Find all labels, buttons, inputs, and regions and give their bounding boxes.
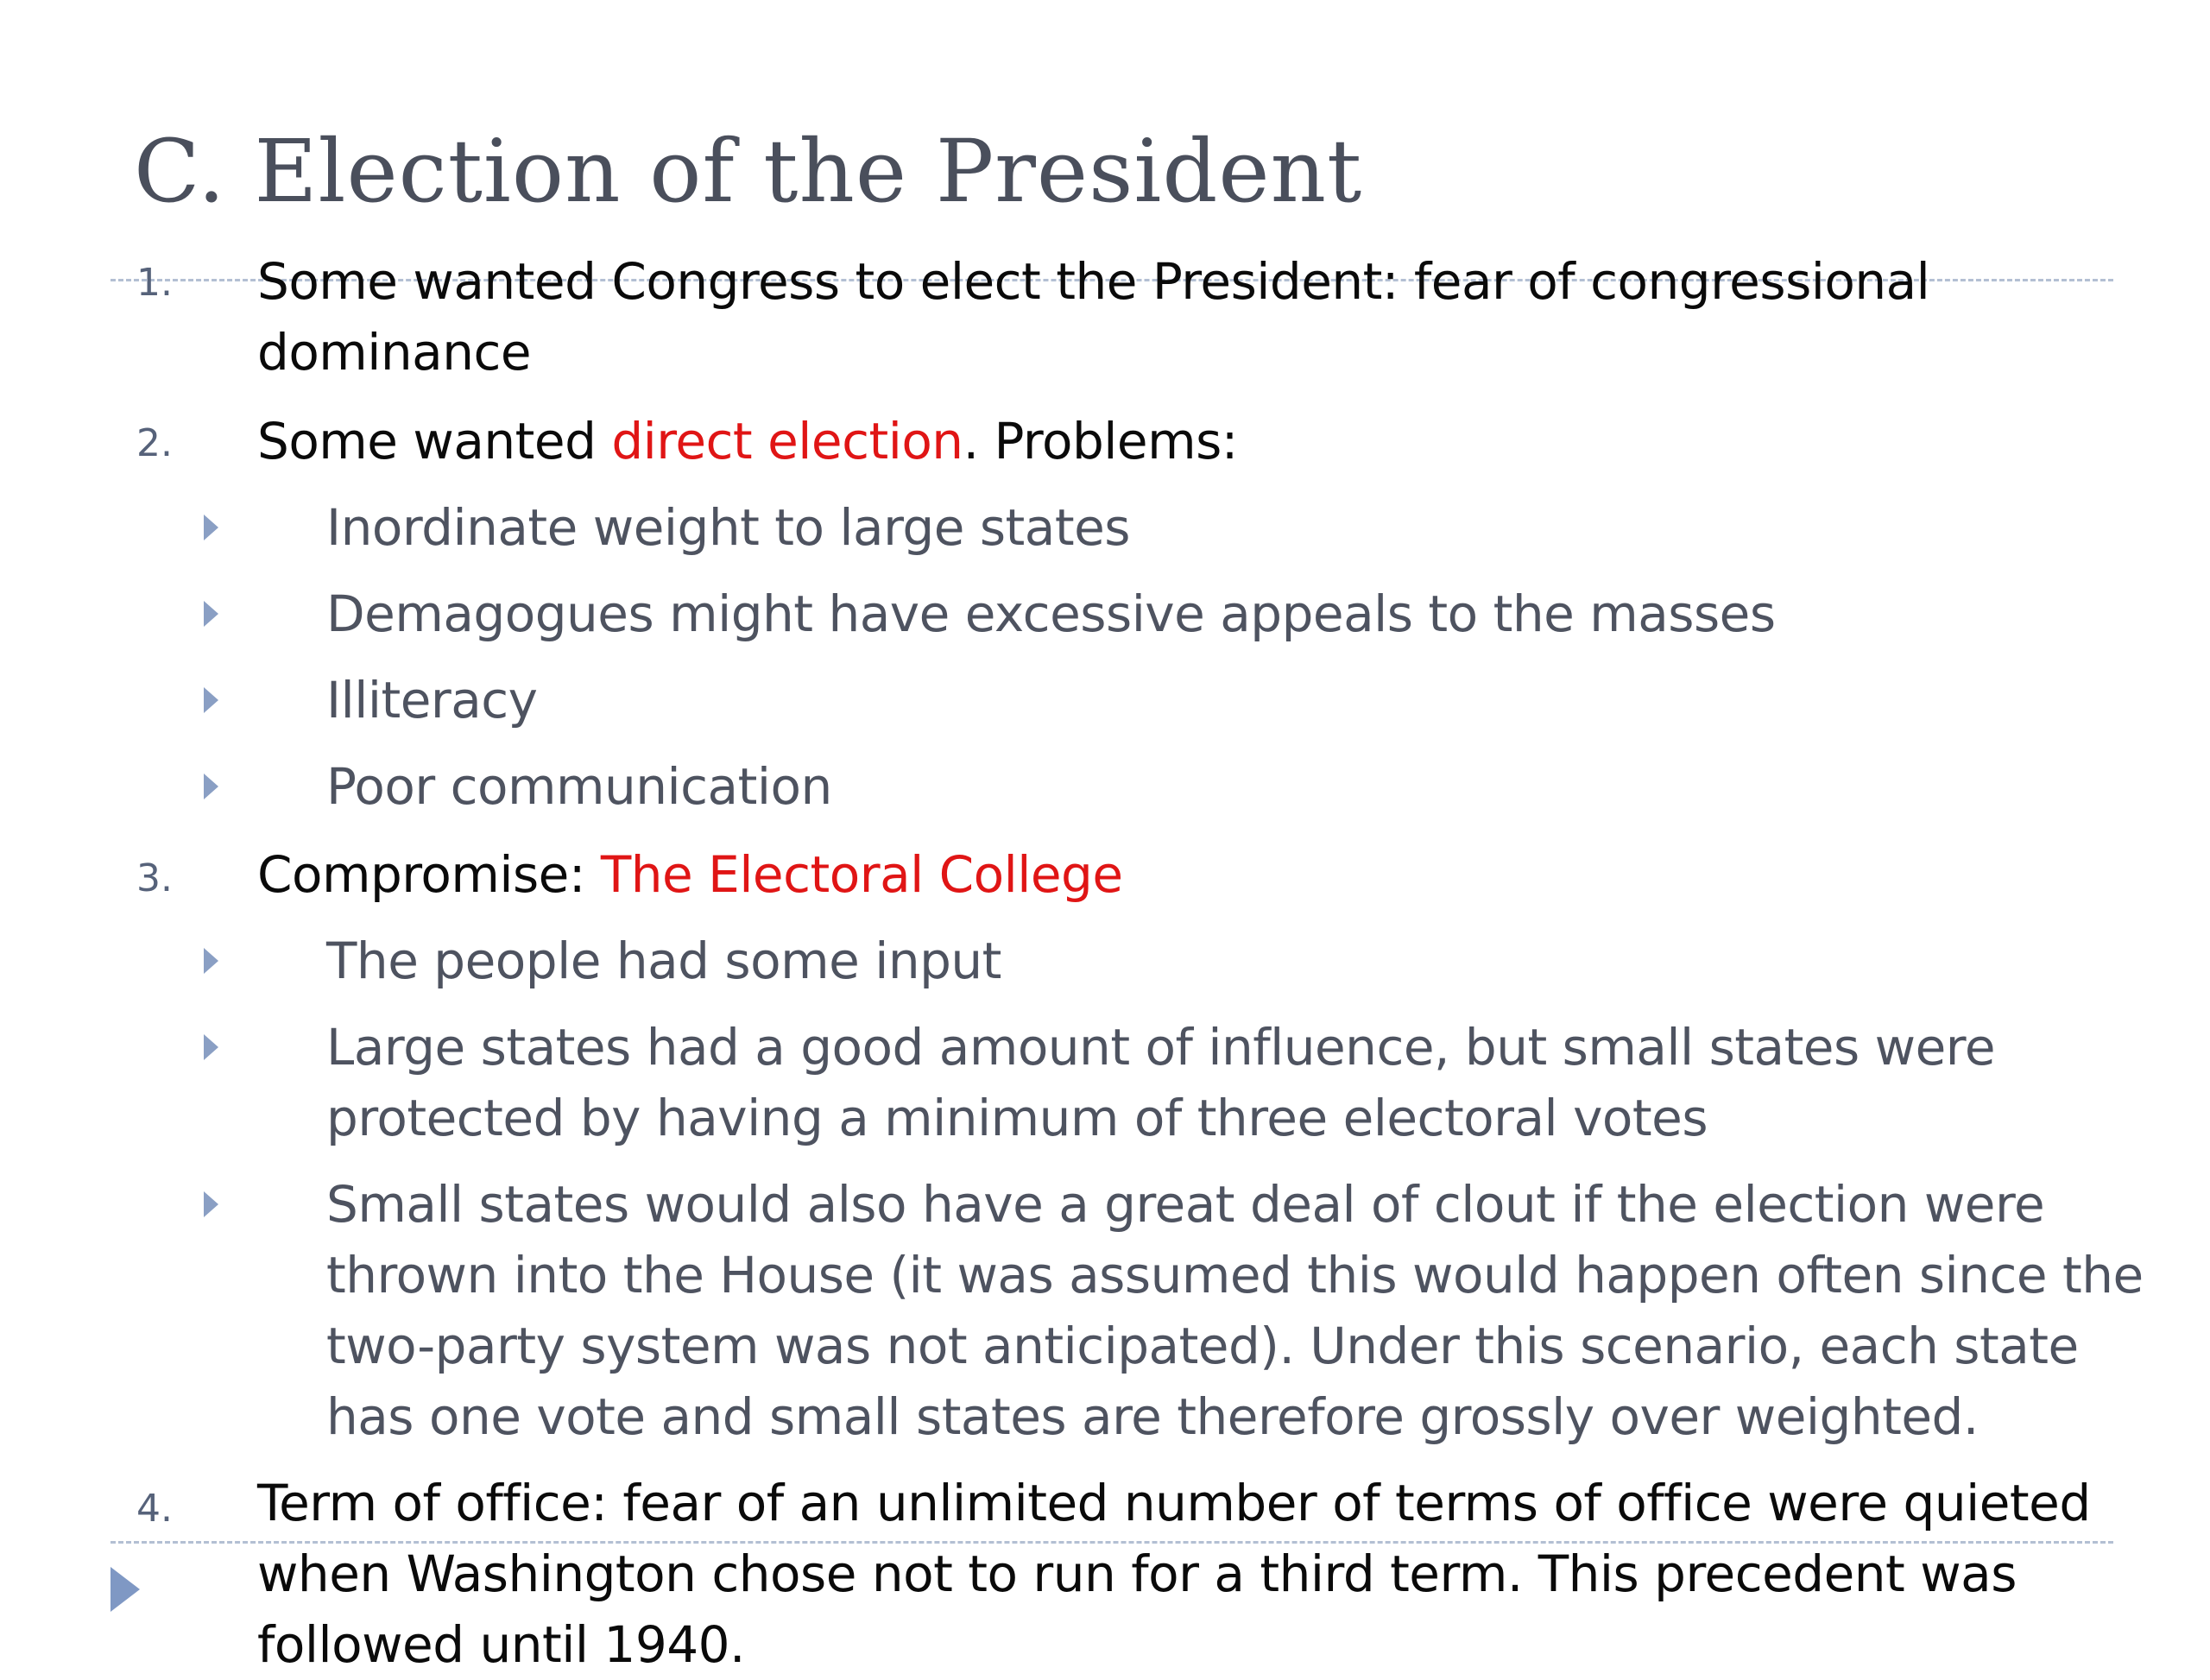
item-3-number: 3. [136, 856, 173, 900]
compromise-point-line: Small states would also have a great deal of clout if the election were [326, 1175, 2045, 1234]
bullet-arrow-icon [204, 774, 218, 799]
problem-item: Poor communication [326, 757, 832, 816]
item-1-line-1: Some wanted Congress to elect the President: fear of congressional [257, 252, 1930, 311]
compromise-point-line: thrown into the House (it was assumed this would happen often since the [326, 1246, 2144, 1304]
compromise-point [326, 1012, 1995, 1153]
electoral-college-highlight: The Electoral College [600, 845, 1123, 904]
bullet-arrow-icon [204, 1191, 218, 1217]
item-1-number: 1. [136, 261, 173, 305]
compromise-point-line: has one vote and small states are therefore grossly over weighted. [326, 1387, 1979, 1446]
item-2-suffix: . Problems: [963, 412, 1238, 471]
item-2-prefix: Some wanted [257, 412, 612, 471]
bottom-divider [110, 1541, 2113, 1544]
compromise-point-line: The people had some input [326, 932, 1001, 990]
compromise-point-line: two-party system was not anticipated). Under this scenario, each state [326, 1317, 2079, 1375]
compromise-point-line: protected by having a minimum of three electoral votes [326, 1089, 1708, 1147]
bullet-arrow-icon [204, 948, 218, 974]
compromise-point [326, 1169, 2144, 1452]
item-4-line-3: followed until 1940. [257, 1615, 745, 1674]
bullet-arrow-icon [204, 601, 218, 627]
slide-marker-arrow-icon [110, 1567, 140, 1612]
item-2-number: 2. [136, 421, 173, 465]
compromise-point [326, 925, 1001, 996]
direct-election-highlight: direct election [611, 412, 963, 471]
item-1-line-2: dominance [257, 323, 532, 382]
bullet-arrow-icon [204, 687, 218, 713]
problem-item: Demagogues might have excessive appeals to the masses [326, 584, 1776, 643]
bullet-arrow-icon [204, 1034, 218, 1060]
problem-item: Illiteracy [326, 671, 538, 729]
item-3-prefix: Compromise: [257, 845, 601, 904]
item-4-line-1: Term of office: fear of an unlimited number of terms of office were quieted [257, 1474, 2091, 1532]
slide-title: C. Election of the President [134, 121, 1363, 222]
item-1-text [257, 246, 1929, 388]
problem-item: Inordinate weight to large states [326, 498, 1130, 557]
item-4-text [257, 1468, 2091, 1680]
compromise-point-line: Large states had a good amount of influence, but small states were [326, 1018, 1996, 1077]
item-4-line-2: when Washington chose not to run for a third term. This precedent was [257, 1544, 2017, 1603]
item-2-text [257, 406, 1238, 477]
bullet-arrow-icon [204, 515, 218, 540]
item-4-number: 4. [136, 1487, 173, 1531]
item-3-text [257, 839, 1123, 910]
